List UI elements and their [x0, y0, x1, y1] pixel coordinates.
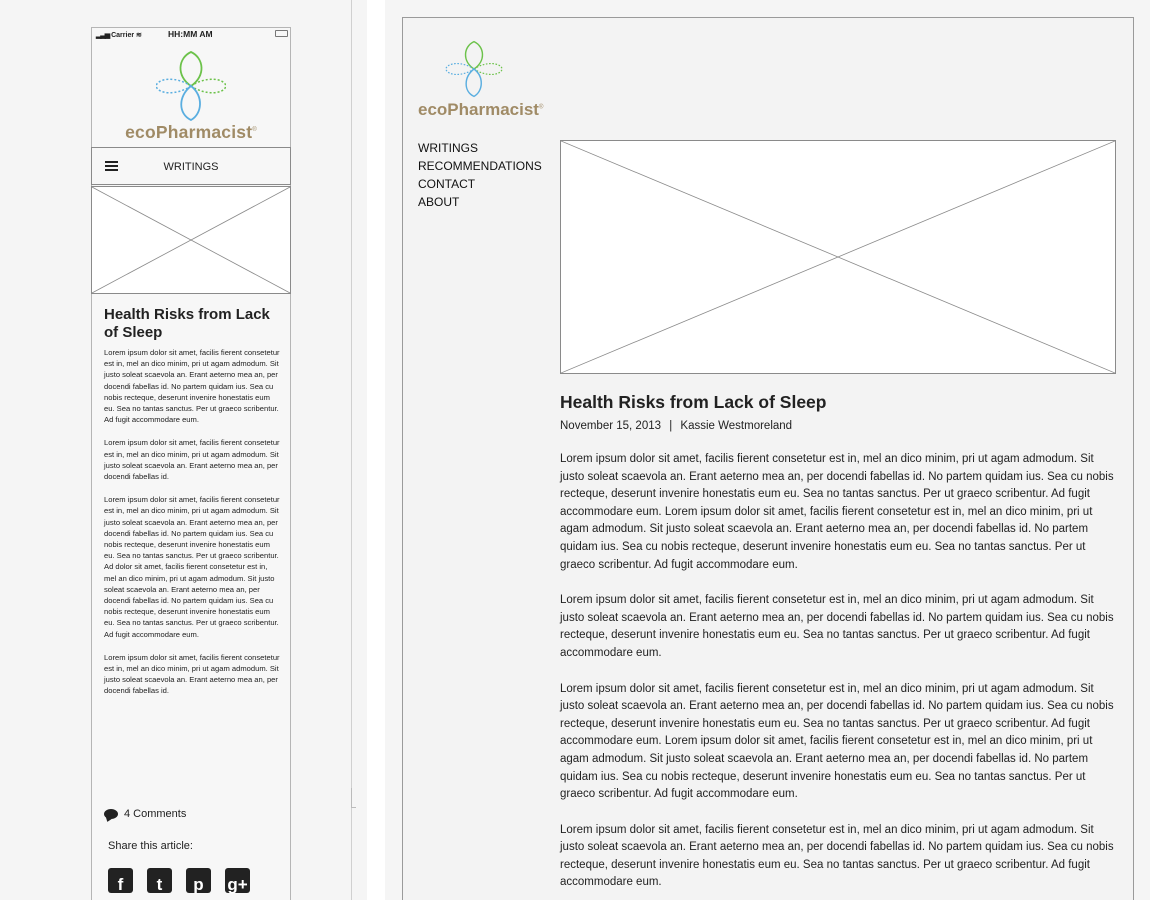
signal-icon: ▂▃▅ [96, 32, 110, 39]
divider [351, 0, 352, 900]
nav-item-contact[interactable]: CONTACT [418, 177, 476, 191]
article-paragraph: Lorem ipsum dolor sit amet, facilis fierent consetetur est in, mel an dico minim, pri ut agam admodum. Sit justo soleat scaevola an. Erant aeterno mea an, per docendi fabellas id. No partem quidam ius. Sea cu nobis recteque, deserunt invenire honestatis eum eu. Sea no tantas sanctus. Per ut graeco scribentur. Ad fugit accommodare eum. [560, 594, 1114, 659]
nav-current-section[interactable]: WRITINGS [163, 161, 219, 173]
gutter [367, 0, 385, 900]
logo-icon [445, 40, 503, 98]
article-title: Health Risks from Lack of Sleep [104, 306, 270, 341]
nav-item-writings[interactable]: WRITINGS [418, 141, 478, 155]
mobile-mockup [91, 27, 291, 900]
article-date: November 15, 2013 [560, 420, 662, 432]
image-placeholder [560, 140, 1116, 374]
article-paragraph: Lorem ipsum dolor sit amet, facilis fierent consetetur est in, mel an dico minim, pri ut agam admodum. Sit justo soleat scaevola an. Erant aeterno mea an, per docendi fabellas id. [104, 652, 280, 696]
article-paragraph: Lorem ipsum dolor sit amet, facilis fierent consetetur est in, mel an dico minim, pri ut agam admodum. Sit justo soleat scaevola an. Erant aeterno mea an, per docendi fabellas id. No partem quidam ius. Sea cu nobis recteque, deserunt invenire honestatis eum eu. Sea no tantas sanctus. Per ut graeco scribentur. Ad fugit accommodare eum. [560, 823, 1114, 889]
article-paragraph: Lorem ipsum dolor sit amet, facilis fierent consetetur est in, mel an dico minim, pri ut agam admodum. Sit justo soleat scaevola an. Erant aeterno mea an, per docendi fabellas id. No partem quidam ius. Sea cu nobis recteque, deserunt invenire honestatis eum eu. Sea no tantas sanctus. Per ut graeco scribentur. Ad fugit accommodare eum. Lorem ipsum dolor sit amet, facilis fierent consetetur est in, mel an dico minim, pri ut agam admodum. Sit justo soleat scaevola an. Erant aeterno mea an, per docendi fabellas id. No partem quidam ius. Sea cu nobis recteque, deserunt invenire honestatis eum eu. Sea no tantas sanctus. Per ut graeco scribentur. Ad fugit accommodare eum. [560, 682, 1114, 801]
logo-icon [156, 50, 226, 122]
article-paragraph: Lorem ipsum dolor sit amet, facilis fierent consetetur est in, mel an dico minim, pri ut agam admodum. Sit justo soleat scaevola an. Erant aeterno mea an, per docendi fabellas id. No partem quidam ius. Sea cu nobis recteque, deserunt invenire honestatis eum eu. Sea no tantas sanctus. Per ut graeco scribentur. Ad fugit accommodare eum. Lorem ipsum dolor sit amet, facilis fierent consetetur est in, mel an dico minim, pri ut agam admodum. Sit justo soleat scaevola an. Erant aeterno mea an, per docendi fabellas id. No partem quidam ius. Sea cu nobis recteque, deserunt invenire honestatis eum eu. Sea no tantas sanctus. Per ut graeco scribentur. Ad fugit accommodare eum. [560, 453, 1114, 571]
facebook-icon[interactable]: f [108, 868, 133, 893]
image-placeholder [91, 186, 291, 294]
brand-logo-text[interactable]: ecoPharmacist® [418, 100, 544, 119]
desktop-mockup [402, 17, 1134, 900]
battery-icon [275, 30, 288, 37]
article-paragraph: Lorem ipsum dolor sit amet, facilis fierent consetetur est in, mel an dico minim, pri ut agam admodum. Sit justo soleat scaevola an. Erant aeterno mea an, per docendi fabellas id. No partem quidam ius. Sea cu nobis recteque, deserunt invenire honestatis eum eu. Sea no tantas sanctus. Per ut graeco scribentur. Ad fugit accommodare eum. [104, 348, 280, 425]
comments-link[interactable] [104, 808, 186, 820]
comment-bubble-icon [104, 809, 118, 819]
divider-tick [351, 788, 356, 808]
article-title: Health Risks from Lack of Sleep [560, 392, 827, 412]
carrier-label: ▂▃▅ Carrier ≋ [96, 32, 142, 39]
article-paragraph: Lorem ipsum dolor sit amet, facilis fierent consetetur est in, mel an dico minim, pri ut agam admodum. Sit justo soleat scaevola an. Erant aeterno mea an, per docendi fabellas id. No partem quidam ius. Sea cu nobis recteque, deserunt invenire honestatis eum eu. Sea no tantas sanctus. Per ut graeco scribentur. Ad dolor sit amet, facilis fierent consetetur est in, mel an dico minim, pri ut agam admodum. Sit justo soleat scaevola an. Erant aeterno mea an, per docendi fabellas id. No partem quidam ius. Sea cu nobis recteque, deserunt invenire honestatis eum eu. Sea no tantas sanctus. Per ut graeco scribentur. Ad fugit accommodare eum. [104, 495, 280, 639]
twitter-icon[interactable]: t [147, 868, 172, 893]
meta-separator: | [669, 420, 673, 432]
article [560, 392, 1116, 900]
mobile-nav-bar [91, 147, 291, 185]
status-bar [92, 28, 290, 41]
comments-count: 4 Comments [124, 808, 187, 820]
wifi-icon: ≋ [136, 32, 142, 39]
main-nav [418, 139, 542, 211]
article-paragraph: Lorem ipsum dolor sit amet, facilis fierent consetetur est in, mel an dico minim, pri ut agam admodum. Sit justo soleat scaevola an. Erant aeterno mea an, per docendi fabellas id. [104, 438, 280, 482]
article-meta [560, 420, 1116, 432]
status-time: HH:MM AM [168, 29, 213, 39]
nav-item-recommendations[interactable]: RECOMMENDATIONS [418, 159, 542, 173]
social-share-icons [108, 868, 250, 893]
share-label: Share this article: [108, 840, 193, 852]
pinterest-icon[interactable]: p [186, 868, 211, 893]
article [104, 306, 280, 709]
article-author[interactable]: Kassie Westmoreland [680, 420, 793, 432]
google-plus-icon[interactable]: g+ [225, 868, 250, 893]
brand-logo-text[interactable]: ecoPharmacist® [125, 122, 257, 142]
nav-item-about[interactable]: ABOUT [418, 195, 460, 209]
